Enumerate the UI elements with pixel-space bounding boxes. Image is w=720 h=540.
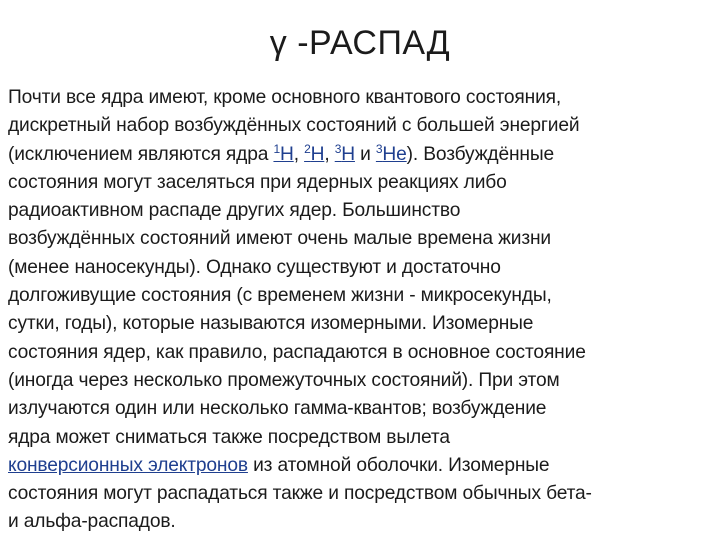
text-fragment: из атомной оболочки. Изомерные	[247, 454, 550, 476]
isotope-mass: 1	[273, 141, 280, 156]
separator: ,	[293, 143, 305, 165]
separator: и	[354, 143, 376, 165]
text-line: состояния могут распадаться также и посредством обычных бета-	[8, 483, 592, 505]
isotope-symbol: H	[310, 143, 325, 165]
isotope-symbol: He	[382, 143, 407, 165]
text-line: сутки, годы), которые называются изомерными. Изомерные	[8, 313, 534, 335]
isotope-link-he3[interactable]	[375, 141, 407, 165]
text-line: Почти все ядра имеют, кроме основного квантового состояния,	[8, 87, 562, 108]
text-line: долгоживущие состояния (с временем жизни - микросекунды,	[8, 285, 552, 307]
text-line: состояния могут заселяться при ядерных реакциях либо	[8, 171, 507, 193]
text-line: дискретный набор возбуждённых состояний с большей энергией	[8, 115, 580, 137]
text-line: возбуждённых состояний имеют очень малые времена жизни	[8, 228, 551, 250]
text-line-isotopes	[8, 141, 718, 169]
text-line-link	[8, 452, 718, 480]
slide-title: γ -РАСПАД	[269, 24, 451, 62]
isotope-link-h2[interactable]	[304, 141, 325, 165]
separator: ,	[324, 143, 335, 165]
text-line: состояния ядер, как правило, распадаются в основное состояние	[8, 341, 586, 363]
isotope-symbol: H	[279, 143, 294, 165]
text-line: (иногда через несколько промежуточных состояний). При этом	[8, 369, 560, 391]
conversion-electrons-link[interactable]: конверсионных электронов	[8, 454, 248, 476]
text-fragment: ). Возбуждённые	[406, 143, 555, 165]
text-line: излучаются один или несколько гамма-квантов; возбуждение	[8, 398, 547, 420]
text-fragment: (исключением являются ядра	[8, 143, 274, 165]
isotope-mass: 2	[304, 141, 311, 156]
isotope-link-h3[interactable]	[334, 141, 355, 165]
isotope-link-h1[interactable]	[273, 141, 294, 165]
text-line: радиоактивном распаде других ядер. Большинство	[8, 200, 461, 222]
isotope-mass: 3	[334, 141, 342, 156]
text-line: (менее наносекунды). Однако существуют и достаточно	[8, 256, 501, 278]
text-line: и альфа-распадов.	[8, 511, 176, 533]
text-line: ядра может сниматься также посредством вылета	[8, 426, 450, 448]
isotope-symbol: H	[341, 143, 355, 165]
isotope-mass: 3	[375, 141, 383, 156]
body-paragraph	[8, 84, 718, 537]
